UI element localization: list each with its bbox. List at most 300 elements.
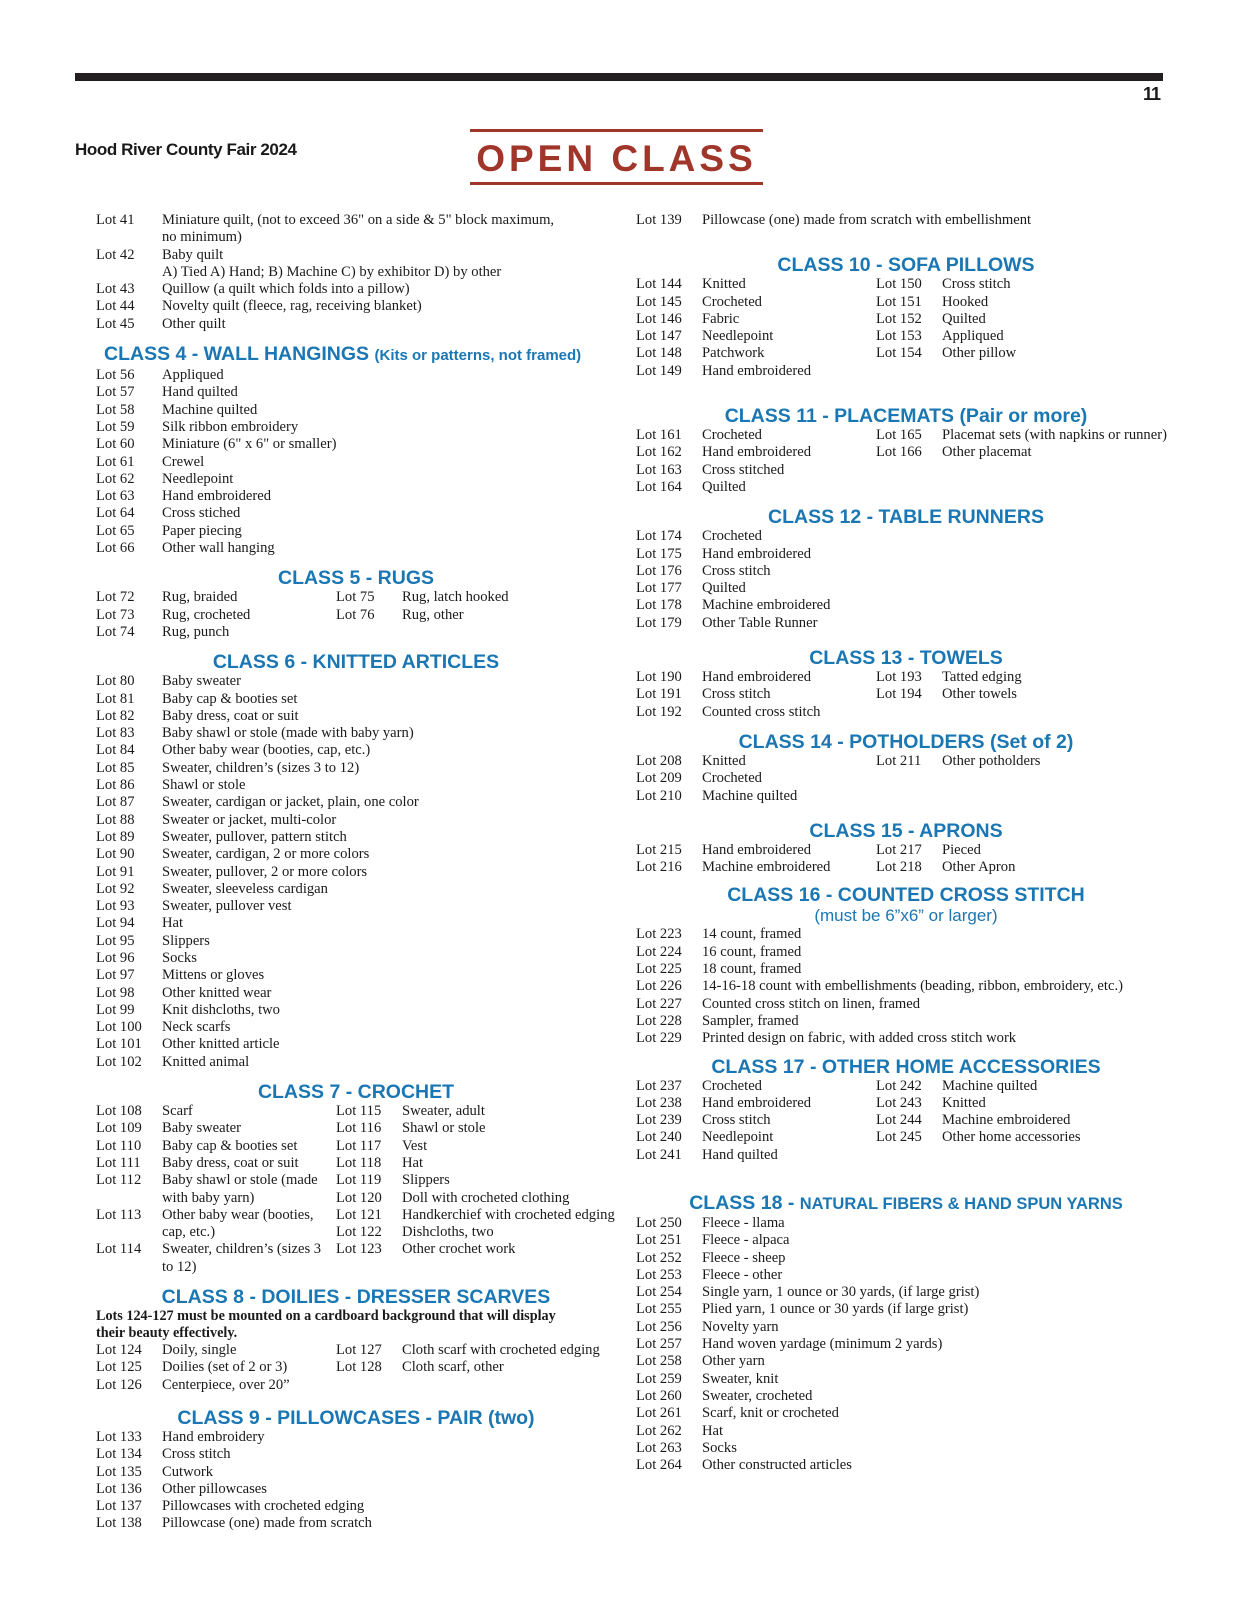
lot-entry [96, 812, 616, 829]
lot-number: Lot 135 [96, 1463, 142, 1480]
lot-row [96, 812, 616, 829]
lot-number: Lot 137 [96, 1498, 142, 1515]
lot-number: Lot 128 [336, 1359, 382, 1376]
lot-entry [636, 597, 1176, 614]
lot-row [636, 1423, 1176, 1440]
lot-row [96, 985, 616, 1002]
spacer [96, 1394, 616, 1407]
lot-row [96, 760, 616, 777]
lot-number: Lot 113 [96, 1206, 142, 1223]
class-title: CLASS 9 - PILLOWCASES - PAIR (two) [177, 1406, 535, 1429]
lot-description: Cross stitch [702, 1112, 771, 1129]
lot-description: Sampler, framed [702, 1012, 799, 1029]
lot-entry [876, 345, 1176, 362]
lot-number: Lot 229 [636, 1030, 682, 1047]
lot-description: Neck scarfs [162, 1019, 231, 1036]
class-heading [96, 567, 616, 589]
lot-number: Lot 237 [636, 1077, 682, 1094]
lot-number: Lot 81 [96, 690, 135, 707]
lot-description: Doll with crocheted clothing [402, 1189, 570, 1206]
lot-row [876, 444, 1176, 461]
lot-number: Lot 215 [636, 841, 682, 858]
two-column-lots [636, 1078, 1176, 1164]
lot-number: Lot 251 [636, 1232, 682, 1249]
lot-number: Lot 254 [636, 1284, 682, 1301]
lot-entry [636, 996, 1176, 1013]
lot-row [636, 978, 1176, 995]
lot-number: Lot 127 [336, 1342, 382, 1359]
lot-description: 16 count, framed [702, 943, 802, 960]
two-column-lots [636, 842, 1176, 877]
lot-entry [876, 1078, 1176, 1095]
lot-row [636, 704, 876, 721]
lot-row [636, 1250, 1176, 1267]
lot-entry [636, 1284, 1176, 1301]
lot-row [636, 1095, 876, 1112]
lot-row [96, 1120, 336, 1137]
lot-row [636, 1232, 1176, 1249]
lot-number: Lot 208 [636, 752, 682, 769]
lot-entry [96, 1138, 336, 1155]
lot-row-continued [96, 229, 616, 246]
lot-description: Cross stitch [162, 1446, 231, 1463]
lot-description: Scarf [162, 1103, 193, 1120]
lot-description: Pieced [942, 841, 981, 858]
lot-number: Lot 92 [96, 880, 135, 897]
lot-entry [636, 1301, 1176, 1318]
lot-entry [636, 961, 1176, 978]
lot-row [636, 462, 876, 479]
lot-description: Hat [402, 1154, 424, 1171]
lot-number: Lot 96 [96, 949, 135, 966]
lot-entry [96, 1036, 616, 1053]
lot-row [636, 276, 876, 293]
lot-description: Machine embroidered [702, 597, 831, 614]
class-title: CLASS 8 - DOILIES - DRESSER SCARVES [161, 1286, 551, 1309]
lot-row [636, 1215, 1176, 1232]
lot-entry [96, 794, 616, 811]
lot-row [96, 1429, 616, 1446]
class-heading [96, 1081, 616, 1103]
lot-row [876, 1095, 1176, 1112]
lots-left [636, 669, 876, 721]
lot-row [96, 1172, 336, 1207]
lot-description: Single yarn, 1 ounce or 30 yards, (if large grist) [702, 1284, 980, 1301]
class-heading [96, 1407, 616, 1429]
section-title-banner [470, 129, 763, 185]
lot-row [636, 1388, 1176, 1405]
lot-entry [636, 859, 876, 876]
lot-description: Fleece - other [702, 1266, 783, 1283]
spacer [96, 641, 616, 651]
lot-entry [336, 1241, 636, 1258]
lot-row [336, 1103, 636, 1120]
lot-row [96, 1207, 336, 1242]
lot-row [96, 1446, 616, 1463]
lot-row [96, 708, 616, 725]
lot-description: Fleece - llama [702, 1214, 785, 1231]
lot-number: Lot 151 [876, 293, 922, 310]
lot-row [636, 842, 876, 859]
lot-entry [96, 881, 616, 898]
lot-entry [636, 212, 1176, 229]
lot-number: Lot 260 [636, 1387, 682, 1404]
lot-entry [96, 742, 616, 759]
lot-row [876, 328, 1176, 345]
lot-row [636, 479, 876, 496]
lot-entry [636, 1215, 1176, 1232]
lot-description: Pillowcases with crocheted edging [162, 1498, 365, 1515]
class-heading [636, 1056, 1176, 1078]
lot-entry [96, 1155, 336, 1172]
class-title: CLASS 18 - [689, 1191, 800, 1214]
lot-entry [336, 1120, 636, 1137]
lot-number: Lot 72 [96, 589, 135, 606]
lot-description: Hand quilted [702, 1146, 778, 1163]
lot-row [876, 686, 1176, 703]
lot-number: Lot 66 [96, 540, 135, 557]
lot-description: Other crochet work [402, 1241, 516, 1258]
lot-entry [96, 523, 616, 540]
lot-row [636, 1013, 1176, 1030]
class-title-small: NATURAL FIBERS & HAND SPUN YARNS [799, 1194, 1123, 1213]
lot-description: Crewel [162, 453, 205, 470]
lot-row [636, 1440, 1176, 1457]
lot-entry [876, 444, 1176, 461]
class-heading [636, 731, 1176, 753]
lot-entry [636, 444, 876, 461]
class-title: CLASS 17 - OTHER HOME ACCESSORIES [711, 1055, 1101, 1078]
lot-number: Lot 223 [636, 926, 682, 943]
lot-description: Crocheted [702, 528, 762, 545]
lot-description: Sweater, knit [702, 1370, 779, 1387]
lot-entry [96, 864, 616, 881]
lot-entry [96, 691, 616, 708]
lot-entry [876, 686, 1176, 703]
lot-row [636, 546, 1176, 563]
lot-entry [96, 454, 616, 471]
lot-number: Lot 87 [96, 794, 135, 811]
lot-number: Lot 60 [96, 436, 135, 453]
lot-entry [636, 563, 1176, 580]
lot-description: Silk ribbon embroidery [162, 418, 299, 435]
lot-description: Doilies (set of 2 or 3) [162, 1359, 288, 1376]
lot-number: Lot 147 [636, 328, 682, 345]
lot-entry [336, 1103, 636, 1120]
lot-row [876, 669, 1176, 686]
lot-description-continued: A) Tied A) Hand; B) Machine C) by exhibitor D) by other [162, 263, 502, 280]
lot-description: Cross stitch [702, 562, 771, 579]
lot-number: Lot 174 [636, 528, 682, 545]
lots-right [336, 589, 636, 641]
lot-number: Lot 258 [636, 1353, 682, 1370]
lot-row [636, 944, 1176, 961]
lot-row [96, 1054, 616, 1071]
lot-entry [636, 1388, 1176, 1405]
lot-description: Baby cap & booties set [162, 690, 298, 707]
spacer [636, 1164, 1176, 1192]
lot-description: Hand embroidered [702, 545, 812, 562]
lot-number: Lot 117 [336, 1137, 382, 1154]
lot-number: Lot 165 [876, 427, 922, 444]
lot-number: Lot 225 [636, 961, 682, 978]
lot-description: Other home accessories [942, 1129, 1081, 1146]
lots-right [876, 1078, 1176, 1164]
lot-row [336, 1120, 636, 1137]
lot-description-continued: no minimum) [162, 229, 242, 246]
class-heading [636, 820, 1176, 842]
lot-entry [96, 1429, 616, 1446]
lot-number: Lot 239 [636, 1112, 682, 1129]
lot-number: Lot 91 [96, 863, 135, 880]
spacer [96, 1276, 616, 1286]
lot-entry [96, 725, 616, 742]
lot-row [636, 1353, 1176, 1370]
lot-number: Lot 98 [96, 984, 135, 1001]
lot-row [636, 1129, 876, 1146]
lot-row [636, 444, 876, 461]
lot-number: Lot 262 [636, 1422, 682, 1439]
lot-row [96, 898, 616, 915]
lot-description: Other yarn [702, 1353, 765, 1370]
lot-description: Hand embroidery [162, 1428, 265, 1445]
lot-row [96, 367, 616, 384]
class-heading [636, 647, 1176, 669]
class-title: CLASS 15 - APRONS [809, 819, 1003, 842]
lot-number: Lot 138 [96, 1515, 142, 1532]
lots-right [876, 842, 1176, 877]
lot-row [636, 1078, 876, 1095]
lot-description: Sweater, adult [402, 1103, 485, 1120]
lot-entry [96, 419, 616, 436]
lot-number: Lot 191 [636, 686, 682, 703]
lot-number: Lot 153 [876, 328, 922, 345]
lot-row [636, 669, 876, 686]
lot-entry [636, 1440, 1176, 1457]
lot-row [96, 454, 616, 471]
lot-row [96, 298, 616, 315]
lots-left [636, 1078, 876, 1164]
lot-description: Rug, latch hooked [402, 589, 509, 606]
lot-entry [96, 1120, 336, 1137]
lot-description: Placemat sets (with napkins or runner) [942, 427, 1167, 444]
lot-row [636, 615, 1176, 632]
lot-description: Cutwork [162, 1463, 214, 1480]
lot-entry [96, 298, 616, 315]
section-title: OPEN CLASS [476, 138, 757, 179]
lot-description: Novelty yarn [702, 1318, 779, 1335]
lot-row [96, 881, 616, 898]
lot-row [636, 926, 1176, 943]
lot-entry [96, 281, 616, 298]
class-title: CLASS 6 - KNITTED ARTICLES [212, 651, 500, 674]
lot-number: Lot 108 [96, 1103, 142, 1120]
lot-entry [636, 1030, 1176, 1047]
lot-number: Lot 82 [96, 707, 135, 724]
lot-row [636, 753, 876, 770]
lot-entry [636, 427, 876, 444]
lot-number: Lot 163 [636, 461, 682, 478]
lot-number: Lot 259 [636, 1370, 682, 1387]
lot-number: Lot 118 [336, 1154, 382, 1171]
lot-description: Socks [162, 949, 197, 966]
lot-description: Handkerchief with crocheted edging [402, 1206, 615, 1223]
lot-number: Lot 94 [96, 915, 135, 932]
lot-description: Other baby wear (booties, cap, etc.) [162, 742, 371, 759]
lots-left [96, 1342, 336, 1394]
lot-row [636, 1301, 1176, 1318]
lot-entry [96, 673, 616, 690]
lot-number: Lot 93 [96, 898, 135, 915]
lot-row [96, 281, 616, 298]
lot-row [96, 1241, 336, 1276]
lot-entry [636, 1267, 1176, 1284]
lot-description: Fabric [702, 310, 740, 327]
lot-entry [636, 1147, 876, 1164]
lot-number: Lot 42 [96, 246, 135, 263]
lot-number: Lot 123 [336, 1241, 382, 1258]
lot-number: Lot 190 [636, 669, 682, 686]
lot-row [96, 777, 616, 794]
lot-row [96, 624, 336, 641]
lot-row [876, 1078, 1176, 1095]
lot-number: Lot 240 [636, 1129, 682, 1146]
class-title: CLASS 4 - WALL HANGINGS [104, 343, 370, 366]
lot-number: Lot 145 [636, 293, 682, 310]
lot-description: Needlepoint [702, 1129, 774, 1146]
lot-number: Lot 95 [96, 932, 135, 949]
lot-description: Baby dress, coat or suit [162, 707, 299, 724]
lot-description: Crocheted [702, 427, 762, 444]
lot-entry [876, 427, 1176, 444]
lot-description: Other towels [942, 686, 1017, 703]
lot-entry [636, 1423, 1176, 1440]
lot-number: Lot 74 [96, 623, 135, 640]
spacer [636, 380, 1176, 405]
lot-entry [96, 933, 616, 950]
spacer [636, 805, 1176, 820]
lot-entry [636, 546, 1176, 563]
lot-number: Lot 164 [636, 478, 682, 495]
two-column-lots [636, 753, 1176, 805]
lot-number: Lot 44 [96, 298, 135, 315]
lot-number: Lot 253 [636, 1266, 682, 1283]
lot-entry [636, 926, 1176, 943]
lot-number: Lot 161 [636, 427, 682, 444]
lot-row [636, 294, 876, 311]
lot-entry [96, 985, 616, 1002]
two-column-lots [96, 1342, 616, 1394]
two-column-lots [636, 427, 1176, 496]
lot-description: Knit dishcloths, two [162, 1001, 280, 1018]
lot-description: Centerpiece, over 20” [162, 1376, 290, 1393]
lot-number: Lot 97 [96, 967, 135, 984]
two-column-lots [96, 589, 616, 641]
lot-row [636, 1030, 1176, 1047]
lot-row [636, 563, 1176, 580]
lot-description: Baby quilt [162, 246, 224, 263]
lot-entry [636, 615, 1176, 632]
lot-number: Lot 126 [96, 1376, 142, 1393]
lot-number: Lot 241 [636, 1146, 682, 1163]
lot-number: Lot 166 [876, 444, 922, 461]
lot-row [876, 859, 1176, 876]
lot-row [96, 725, 616, 742]
lot-description: Socks [702, 1439, 737, 1456]
lot-description: Sweater, cardigan or jacket, plain, one color [162, 794, 419, 811]
lot-row [336, 1155, 636, 1172]
lot-entry [96, 1464, 616, 1481]
lot-description: Sweater, pullover vest [162, 898, 292, 915]
lot-description: Hand embroidered [702, 669, 812, 686]
lot-description: Fleece - alpaca [702, 1232, 790, 1249]
lot-description: Miniature quilt, (not to exceed 36" on a side & 5" block maximum, [162, 212, 555, 228]
lot-number: Lot 114 [96, 1241, 142, 1258]
class-heading [636, 506, 1176, 528]
lot-entry [636, 345, 876, 362]
class-subtitle: (Kits or patterns, not framed) [374, 347, 582, 365]
lot-description: Fleece - sheep [702, 1249, 786, 1266]
lot-description: Cloth scarf with crocheted edging [402, 1342, 600, 1359]
lot-entry [636, 1319, 1176, 1336]
lot-description: Plied yarn, 1 ounce or 30 yards (if large grist) [702, 1301, 969, 1318]
lot-row [336, 1359, 636, 1376]
lot-number: Lot 150 [876, 276, 922, 293]
lot-number: Lot 194 [876, 686, 922, 703]
lot-number: Lot 242 [876, 1077, 922, 1094]
lot-row [876, 276, 1176, 293]
lot-entry [636, 363, 876, 380]
lot-number: Lot 146 [636, 310, 682, 327]
lot-entry [876, 1129, 1176, 1146]
lot-row [876, 753, 1176, 770]
lots-right [336, 1342, 636, 1394]
lot-entry [96, 1241, 336, 1276]
lot-description: Sweater, sleeveless cardigan [162, 880, 328, 897]
lot-row [96, 1002, 616, 1019]
lot-description: Hand embroidered [702, 1094, 812, 1111]
spacer [636, 876, 1176, 884]
lot-entry [636, 276, 876, 293]
lot-entry [96, 1054, 616, 1071]
lot-entry [636, 1129, 876, 1146]
class-title: CLASS 11 - PLACEMATS (Pair or more) [724, 405, 1088, 428]
lot-entry [636, 1371, 1176, 1388]
class-heading [636, 1192, 1176, 1215]
lot-entry [96, 589, 336, 606]
lot-row [96, 488, 616, 505]
lot-description: Dishcloths, two [402, 1224, 494, 1241]
lot-entry [636, 580, 1176, 597]
lot-entry [96, 402, 616, 419]
lot-row [96, 1103, 336, 1120]
lot-number: Lot 154 [876, 345, 922, 362]
lot-number: Lot 256 [636, 1318, 682, 1335]
lot-row [96, 864, 616, 881]
lot-entry [96, 1172, 336, 1207]
lot-entry [96, 829, 616, 846]
lot-row [636, 770, 876, 787]
lot-description: Sweater, cardigan, 2 or more colors [162, 846, 370, 863]
lots-left [636, 842, 876, 877]
lot-number: Lot 228 [636, 1012, 682, 1029]
lot-number: Lot 62 [96, 470, 135, 487]
lots-left [96, 1103, 336, 1276]
lot-number: Lot 257 [636, 1336, 682, 1353]
lot-number: Lot 101 [96, 1036, 142, 1053]
lot-description: 14-16-18 count with embellishments (beading, ribbon, embroidery, etc.) [702, 978, 1123, 995]
lot-entry [96, 607, 336, 624]
